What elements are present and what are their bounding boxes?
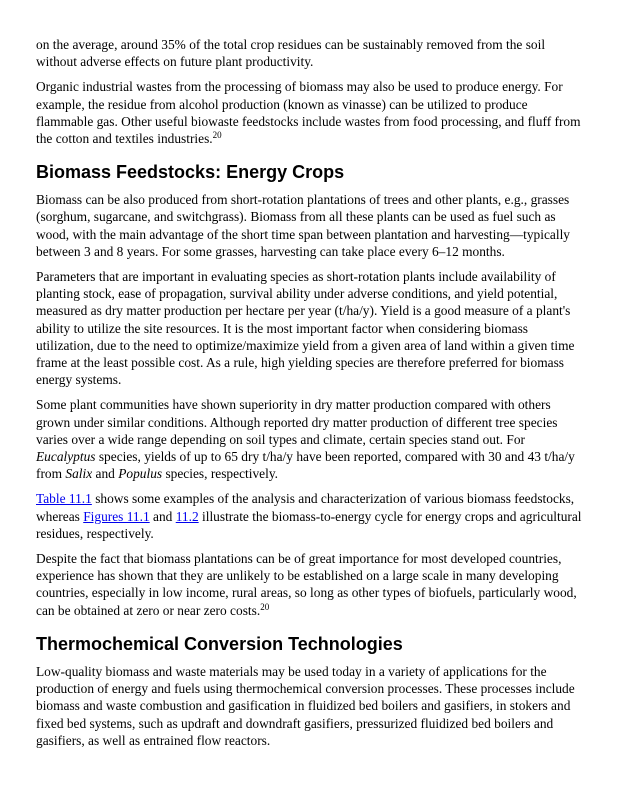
paragraph-thermochemical: Low-quality biomass and waste materials may be used today in a variety of applications for the production of energy and fuels using thermochemical conversion processes. These processes include biomass and waste combustion and gasification in fluidized bed boilers and gasifiers, in stokers and fixed bed systems, such as updraft and downdraft gasifiers, pressurized fluidized bed boilers and gasifiers, as well as entrained flow reactors. bbox=[36, 663, 575, 748]
figure-11-2-link[interactable]: 11.2 bbox=[175, 508, 199, 524]
paragraph-short-rotation: Biomass can be also produced from short-rotation plantations of trees and other plants, e.g., grasses (sorghum, sugarcane, and switchgrass). Biomass from all these plants can be used as fuel such as wood, with the main advantage of the short time span between plantation and harvesting—typically between 3 and 8 years. For some grasses, harvesting can take place every 6–12 months. bbox=[36, 192, 570, 259]
section-heading-thermochemical: Thermochemical Conversion Technologies bbox=[36, 633, 403, 654]
paragraph-table-reference: Table 11.1 shows some examples of the analysis and characterization of various biomass feedstocks, whereas Figures 11.1 and 11.2 illustrate the biomass-to-energy cycle for energy crops and agricultural residues, respectively. bbox=[36, 491, 582, 541]
paragraph-plant-communities: Some plant communities have shown superiority in dry matter production compared with others grown under similar conditions. Although reported dry matter production of different tree species varies over a wide range depending on soil types and climate, certain species stand out. For Eucalyptus species, yields of up to 65 dry t/ha/y have been reported, compared with 30 and 43 t/ha/y from Salix and Populus species, respectively. bbox=[36, 397, 575, 482]
species-populus: Populus bbox=[118, 466, 163, 482]
reference-superscript[interactable]: 20 bbox=[212, 130, 222, 141]
paragraph-crop-residues: on the average, around 35% of the total crop residues can be sustainably removed from the soil without adverse effects on future plant productivity. bbox=[36, 37, 546, 70]
paragraph-parameters: Parameters that are important in evaluating species as short-rotation plants include availability of planting stock, ease of propagation, survival ability under adverse conditions, and yield potential, measured as dry matter production per hectare per year (t/ha/y). Yield is a good measure of a plant's ability to utilize the site resources. It is the most important factor when considering biomass utilization, due to the need to optimize/maximize yield from a given area of land within a given time frame at the least possible cost. As a rule, high yielding species are therefore preferred for biomass energy systems. bbox=[36, 269, 575, 388]
paragraph-developing-countries: Despite the fact that biomass plantations can be of great importance for most developed countries, experience has shown that they are unlikely to be established on a large scale in many developing countries, especially in low income, rural areas, so long as other types of biofuels, particularly wood, can be obtained at zero or near zero costs.$^{20}$ bbox=[36, 551, 577, 618]
species-salix: Salix bbox=[65, 466, 93, 482]
paragraph-industrial-wastes: Organic industrial wastes from the processing of biomass may also be used to produce energy. For example, the residue from alcohol production (known as vinasse) can be utilized to produce flammable gas. Other useful biowaste feedstocks include wastes from food processing, and fluff from the cotton and textiles industries.$^{20}$ bbox=[36, 79, 581, 147]
species-eucalyptus: Eucalyptus bbox=[36, 449, 96, 465]
reference-superscript[interactable]: 20 bbox=[260, 601, 270, 612]
section-heading-energy-crops: Biomass Feedstocks: Energy Crops bbox=[36, 162, 345, 183]
figure-11-1-link[interactable]: Figures 11.1 bbox=[83, 508, 150, 524]
table-11-1-link[interactable]: Table 11.1 bbox=[36, 491, 92, 507]
